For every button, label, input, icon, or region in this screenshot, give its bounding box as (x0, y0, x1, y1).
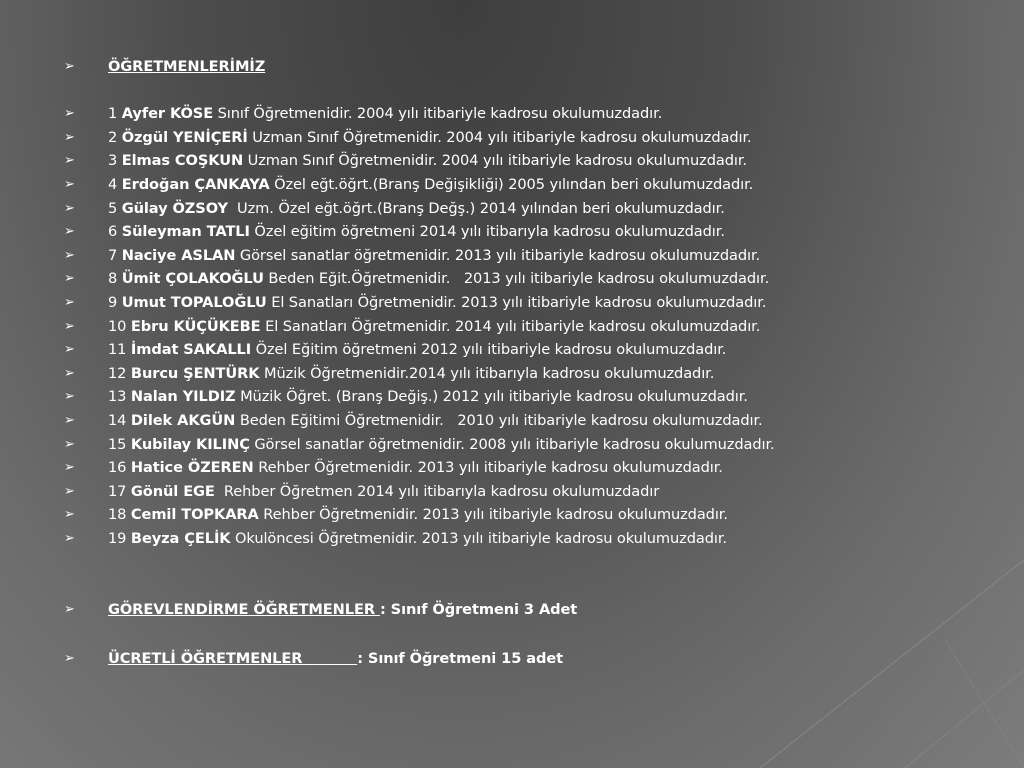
teacher-number: 2 (108, 128, 118, 146)
teacher-number: 11 (108, 341, 127, 359)
teacher-number: 14 (108, 411, 127, 429)
arrow-bullet-icon: ➢ (64, 200, 75, 216)
teacher-name: İmdat SAKALLI (130, 341, 252, 359)
teacher-name: Beyza ÇELİK (130, 529, 231, 547)
teacher-number: 12 (108, 364, 127, 382)
list-item (64, 456, 1014, 480)
teacher-number: 6 (108, 223, 118, 241)
list-item (64, 433, 1014, 457)
list-item (64, 385, 1014, 409)
list-item (64, 291, 1014, 315)
list-item (64, 173, 1014, 197)
teacher-name: Erdoğan ÇANKAYA (121, 175, 270, 193)
arrow-bullet-icon: ➢ (64, 59, 75, 74)
list-item (64, 267, 1014, 291)
teacher-name: Elmas COŞKUN (121, 152, 244, 170)
arrow-bullet-icon: ➢ (64, 460, 75, 476)
arrow-bullet-icon: ➢ (64, 294, 75, 310)
arrow-bullet-icon: ➢ (64, 318, 75, 334)
teacher-number: 4 (108, 175, 118, 193)
arrow-bullet-icon: ➢ (64, 271, 75, 287)
teacher-name: Gönül EGE (130, 482, 215, 500)
list-item (64, 102, 1014, 126)
arrow-bullet-icon: ➢ (64, 129, 75, 145)
teacher-detail: Rehber Öğretmenidir. 2013 yılı itibariyle kadrosu okulumuzdadır. (258, 506, 728, 524)
teacher-detail: Müzik Öğret. (Branş Değiş.) 2012 yılı itibariyle kadrosu okulumuzdadır. (235, 388, 748, 406)
teacher-number: 18 (108, 506, 127, 524)
teacher-list (64, 102, 1014, 550)
arrow-bullet-icon: ➢ (64, 224, 75, 240)
teacher-name: Ebru KÜÇÜKEBE (130, 317, 261, 335)
teacher-name: Umut TOPALOĞLU (121, 293, 267, 311)
list-item (64, 527, 1014, 551)
arrow-bullet-icon: ➢ (64, 389, 75, 405)
teacher-number: 5 (108, 199, 118, 217)
heading-row (64, 55, 1014, 79)
arrow-bullet-icon: ➢ (64, 602, 75, 618)
list-item (64, 503, 1014, 527)
arrow-bullet-icon: ➢ (64, 365, 75, 381)
teacher-detail: Rehber Öğretmenidir. 2013 yılı itibariyle kadrosu okulumuzdadır. (253, 459, 723, 477)
teacher-number: 15 (108, 435, 127, 453)
summary-row (64, 647, 1014, 671)
teacher-detail: Müzik Öğretmenidir.2014 yılı itibarıyla kadrosu okulumuzdadır. (259, 364, 715, 382)
teacher-name: Gülay ÖZSOY (121, 199, 228, 217)
teacher-detail: Uzman Sınıf Öğretmenidir. 2004 yılı itibariyle kadrosu okulumuzdadır. (243, 152, 747, 170)
teacher-detail: Görsel sanatlar öğretmenidir. 2013 yılı itibariyle kadrosu okulumuzdadır. (235, 246, 761, 264)
arrow-bullet-icon: ➢ (64, 507, 75, 523)
teacher-number: 1 (108, 105, 118, 123)
list-item (64, 362, 1014, 386)
teacher-number: 3 (108, 152, 118, 170)
arrow-bullet-icon: ➢ (64, 342, 75, 358)
arrow-bullet-icon: ➢ (64, 651, 75, 667)
summary-label: GÖREVLENDİRME ÖĞRETMENLER (108, 601, 380, 619)
teacher-detail: Özel eğitim öğretmeni 2014 yılı itibarıyla kadrosu okulumuzdadır. (249, 223, 725, 241)
teacher-name: Hatice ÖZEREN (130, 459, 254, 477)
teacher-name: Ümit ÇOLAKOĞLU (121, 270, 264, 288)
list-item (64, 480, 1014, 504)
teacher-name: Cemil TOPKARA (130, 506, 259, 524)
teacher-detail: Uzman Sınıf Öğretmenidir. 2004 yılı itibariyle kadrosu okulumuzdadır. (247, 128, 752, 146)
list-item (64, 409, 1014, 433)
summary-label: ÜCRETLİ ÖĞRETMENLER (108, 650, 358, 668)
teacher-number: 10 (108, 317, 127, 335)
arrow-bullet-icon: ➢ (64, 412, 75, 428)
teacher-detail: Özel Eğitim öğretmeni 2012 yılı itibariyle kadrosu okulumuzdadır. (251, 341, 727, 359)
teacher-detail: Özel eğt.öğrt.(Branş Değişikliği) 2005 yılından beri okulumuzdadır. (269, 175, 754, 193)
slide-content (64, 55, 1014, 671)
arrow-bullet-icon: ➢ (64, 247, 75, 263)
teacher-number: 9 (108, 293, 118, 311)
teacher-number: 7 (108, 246, 118, 264)
list-item (64, 338, 1014, 362)
teacher-number: 13 (108, 388, 127, 406)
arrow-bullet-icon: ➢ (64, 530, 75, 546)
teacher-detail: El Sanatları Öğretmenidir. 2013 yılı itibariyle kadrosu okulumuzdadır. (266, 293, 767, 311)
teacher-detail: Sınıf Öğretmenidir. 2004 yılı itibariyle kadrosu okulumuzdadır. (213, 105, 663, 123)
summary-row (64, 598, 1014, 622)
teacher-number: 19 (108, 529, 127, 547)
teacher-detail: Rehber Öğretmen 2014 yılı itibarıyla kadrosu okulumuzdadır (214, 482, 660, 500)
teacher-name: Özgül YENİÇERİ (121, 128, 248, 146)
teacher-name: Burcu ŞENTÜRK (130, 364, 260, 382)
teacher-detail: Okulöncesi Öğretmenidir. 2013 yılı itibariyle kadrosu okulumuzdadır. (230, 529, 727, 547)
teacher-detail: Görsel sanatlar öğretmenidir. 2008 yılı itibariyle kadrosu okulumuzdadır. (249, 435, 775, 453)
summary-value: : Sınıf Öğretmeni 15 adet (357, 650, 563, 668)
teacher-name: Süleyman TATLI (121, 223, 250, 241)
teacher-detail: El Sanatları Öğretmenidir. 2014 yılı itibariyle kadrosu okulumuzdadır. (260, 317, 761, 335)
teacher-detail: Beden Eğitimi Öğretmenidir. 2010 yılı itibariyle kadrosu okulumuzdadır. (235, 411, 763, 429)
list-item (64, 149, 1014, 173)
teacher-number: 16 (108, 459, 127, 477)
teacher-name: Ayfer KÖSE (121, 105, 214, 123)
list-item (64, 126, 1014, 150)
teacher-name: Naciye ASLAN (121, 246, 236, 264)
teacher-number: 17 (108, 482, 127, 500)
arrow-bullet-icon: ➢ (64, 176, 75, 192)
summary-value: : Sınıf Öğretmeni 3 Adet (379, 601, 578, 619)
teacher-name: Nalan YILDIZ (130, 388, 236, 406)
teacher-detail: Uzm. Özel eğt.öğrt.(Branş Değş.) 2014 yılından beri okulumuzdadır. (227, 199, 725, 217)
list-item (64, 220, 1014, 244)
teacher-number: 8 (108, 270, 118, 288)
teacher-name: Kubilay KILINÇ (130, 435, 250, 453)
list-item (64, 315, 1014, 339)
arrow-bullet-icon: ➢ (64, 483, 75, 499)
list-item (64, 244, 1014, 268)
list-item (64, 197, 1014, 221)
arrow-bullet-icon: ➢ (64, 436, 75, 452)
page-title: ÖĞRETMENLERİMİZ (108, 58, 266, 75)
arrow-bullet-icon: ➢ (64, 153, 75, 169)
arrow-bullet-icon: ➢ (64, 106, 75, 122)
teacher-detail: Beden Eğit.Öğretmenidir. 2013 yılı itibariyle kadrosu okulumuzdadır. (263, 270, 770, 288)
teacher-name: Dilek AKGÜN (130, 411, 236, 429)
